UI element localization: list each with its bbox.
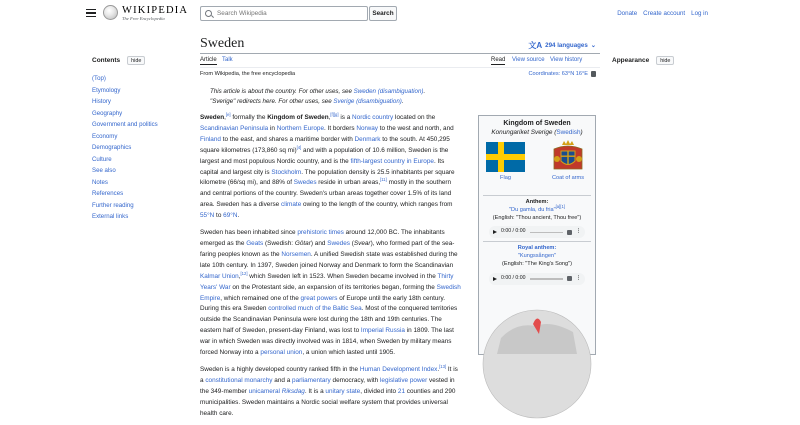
coordinates-link[interactable]: Coordinates: 63°N 16°E — [528, 71, 588, 77]
tagline-row — [200, 71, 600, 85]
search-input[interactable] — [217, 10, 357, 17]
royal-anthem-label[interactable]: Royal anthem: — [517, 245, 557, 252]
wikipedia-tagline: The Free Encyclopedia — [122, 16, 165, 21]
from-wikipedia-text: From Wikipedia, the free encyclopedia — [200, 71, 296, 77]
hatnote-text: This article is about the country. For other uses, see — [210, 88, 354, 95]
toc-item-culture[interactable]: Culture — [92, 155, 112, 163]
anthem-label: Anthem: — [525, 199, 549, 205]
search-box[interactable] — [200, 6, 368, 21]
swedish-language-link[interactable]: Swedish — [556, 129, 581, 136]
language-count: 294 languages — [545, 42, 588, 49]
paragraph-1: Sweden,[e] formally the Kingdom of Sweden,[f][g] is a Nordic country located on the Scandinavian Peninsula in Northern Europe. It borders Norway to the west and north, and Finland to the east, and shares a maritime border with Denmark to the south. At 450,295 square kilometres (173,860 sq mi)[4] and with a population of 10.6 million, Sweden is the largest and most populous Nordic country, and is the fifth-largest country in Europe. Its capital and largest city is Stockholm. The population density is 25.5 inhabitants per square kilometre (66/sq mi), and 88% of Swedes reside in urban areas,[11] mostly in the southern and central portions of the country. Sweden's urban areas together cover 1.5% of its land area. Sweden has a diverse climate owing to the length of the country, which ranges from 55°N to 69°N. — [200, 111, 455, 220]
toc-item-notes[interactable]: Notes — [92, 178, 108, 186]
site-header — [0, 0, 800, 28]
wikipedia-globe-icon[interactable] — [103, 5, 118, 20]
toc-item-external-links[interactable]: External links — [92, 213, 129, 220]
audio-progress-bar[interactable] — [530, 232, 563, 234]
play-icon[interactable] — [493, 230, 497, 234]
anthem-ref[interactable]: [a][1] — [555, 203, 565, 209]
user-links — [617, 10, 708, 17]
tab-talk[interactable]: Talk — [222, 57, 233, 63]
hatnote — [210, 87, 600, 107]
hatnote-period: . — [423, 88, 426, 95]
page-title: Sweden — [200, 36, 245, 51]
volume-icon[interactable] — [567, 230, 572, 235]
toc-item-see-also[interactable]: See also — [92, 167, 116, 174]
title-row — [200, 34, 600, 54]
article-body — [200, 113, 462, 425]
location-globe-map[interactable] — [481, 308, 593, 354]
anthem-block — [479, 199, 595, 238]
tab-view-source[interactable]: View source — [512, 57, 545, 63]
native-name-text: Konungariket Sverige ( — [491, 129, 557, 136]
anthem-audio-player[interactable] — [489, 226, 585, 238]
hatnote-line-1 — [210, 87, 600, 97]
toc-item-history[interactable]: History — [92, 98, 111, 105]
audio-time: 0:00 / 0:00 — [501, 274, 526, 281]
play-icon[interactable] — [493, 277, 497, 281]
tabs-divider — [200, 67, 600, 68]
more-options-icon[interactable]: ⋮ — [575, 274, 581, 281]
wikipedia-wordmark[interactable]: WIKIPEDIA — [122, 5, 189, 16]
toc-hide-button[interactable]: hide — [127, 56, 145, 65]
tab-view-history[interactable]: View history — [550, 57, 583, 63]
paragraph-3: Sweden is a highly developed country ranked fifth in the Human Development Index.[13] It is a constitutional monarchy and a parliamentary democracy, with legislative power vested in the 349-member unicameral Riksdag. It is a unitary state, divided into 21 counties and 290 municipalities. Sweden maintains a Nordic social welfare system that provides universal health care. — [200, 363, 458, 417]
hatnote-text: "Sverige" redirects here. For other uses, see — [210, 98, 334, 105]
toc-title: Contents — [92, 57, 121, 64]
audio-progress-bar[interactable] — [530, 278, 563, 280]
audio-time: 0:00 / 0:00 — [501, 228, 526, 235]
appearance-panel-header — [612, 56, 674, 65]
royal-anthem-name-row — [479, 253, 595, 261]
chevron-down-icon: ⌄ — [590, 42, 596, 49]
flag-caption-link[interactable]: Flag — [500, 175, 511, 181]
royal-anthem-audio-player[interactable] — [489, 273, 585, 285]
tab-read[interactable]: Read — [491, 57, 506, 63]
flag-of-sweden-image[interactable] — [486, 142, 525, 172]
native-name-close: ) — [580, 129, 583, 136]
translate-icon: 文A — [528, 41, 543, 50]
toc-item-geography[interactable]: Geography — [92, 109, 123, 117]
infobox-divider — [483, 241, 591, 242]
infobox-images — [479, 142, 595, 192]
coat-of-arms-image[interactable] — [551, 139, 585, 173]
toc-item-references[interactable]: References — [92, 190, 124, 197]
create-account-link[interactable]: Create account — [643, 10, 686, 17]
hatnote-line-2 — [210, 97, 600, 107]
lock-icon — [591, 71, 596, 77]
royal-anthem-link[interactable]: "Kungssången" — [517, 253, 557, 260]
toc-item-demographics[interactable]: Demographics — [92, 144, 132, 151]
toc-item-further-reading[interactable]: Further reading — [92, 201, 134, 209]
page-tabs — [200, 55, 600, 67]
sverige-disambiguation-link[interactable]: Sverige (disambiguation) — [333, 98, 402, 105]
more-options-icon[interactable]: ⋮ — [575, 228, 581, 235]
toc-header — [92, 56, 184, 65]
appearance-hide-button[interactable]: hide — [656, 56, 674, 65]
volume-icon[interactable] — [567, 276, 572, 281]
toc-item-etymology[interactable]: Etymology — [92, 86, 121, 94]
coat-of-arms-caption-link[interactable]: Coat of arms — [551, 175, 585, 181]
infobox-title: Kingdom of Sweden — [503, 120, 571, 127]
search-button[interactable]: Search — [369, 6, 397, 21]
toc-item-government[interactable]: Government and politics — [92, 121, 158, 128]
hatnote-period: . — [401, 98, 404, 105]
anthem-link[interactable]: "Du gamla, du fria" — [509, 206, 556, 213]
infobox-native-name — [479, 129, 595, 136]
infobox — [478, 115, 596, 355]
infobox-divider — [483, 195, 591, 196]
main-content — [200, 34, 600, 417]
royal-anthem-block — [479, 245, 595, 284]
donate-link[interactable]: Donate — [617, 10, 638, 17]
toc-item-top[interactable]: (Top) — [92, 75, 106, 82]
table-of-contents — [92, 56, 184, 223]
log-in-link[interactable]: Log in — [691, 10, 708, 17]
disambiguation-link[interactable]: Sweden (disambiguation) — [353, 88, 424, 95]
tab-article[interactable]: Article — [200, 57, 217, 63]
main-menu-icon[interactable] — [86, 9, 96, 17]
appearance-title: Appearance — [612, 57, 650, 64]
anthem-name-row — [479, 203, 595, 215]
language-button[interactable] — [528, 40, 596, 51]
royal-anthem-english: (English: "The King's Song") — [501, 260, 573, 267]
paragraph-2: Sweden has been inhabited since prehistoric times around 12,000 BC. The inhabitants emerged as the Geats (Swedish: Götar) and Swedes (Svear), who formed part of the sea-faring peoples known as the Norsemen. A unified Swedish state was established during the late 10th century. In 1397, Sweden joined Norway and Denmark to form the Scandinavian Kalmar Union,[12] which Sweden left in 1523. When Sweden became involved in the Thirty Years' War on the Protestant side, an expansion of its territories began, forming the Swedish Empire, which remained one of the great powers of Europe until the early 18th century. During this era Sweden controlled much of the Baltic Sea. Most of the conquered territories outside the Scandinavian Peninsula were lost during the 18th and 19th centuries. The eastern half of Sweden, present-day Finland, was lost to Imperial Russia in 1809. The last war in which Sweden was directly involved was in 1814, when Sweden by military means forced Norway into a personal union, a union which lasted until 1905. — [200, 229, 461, 357]
search-icon — [205, 10, 212, 17]
toc-item-economy[interactable]: Economy — [92, 132, 118, 140]
anthem-english: (English: "Thou ancient, Thou free") — [492, 214, 582, 221]
